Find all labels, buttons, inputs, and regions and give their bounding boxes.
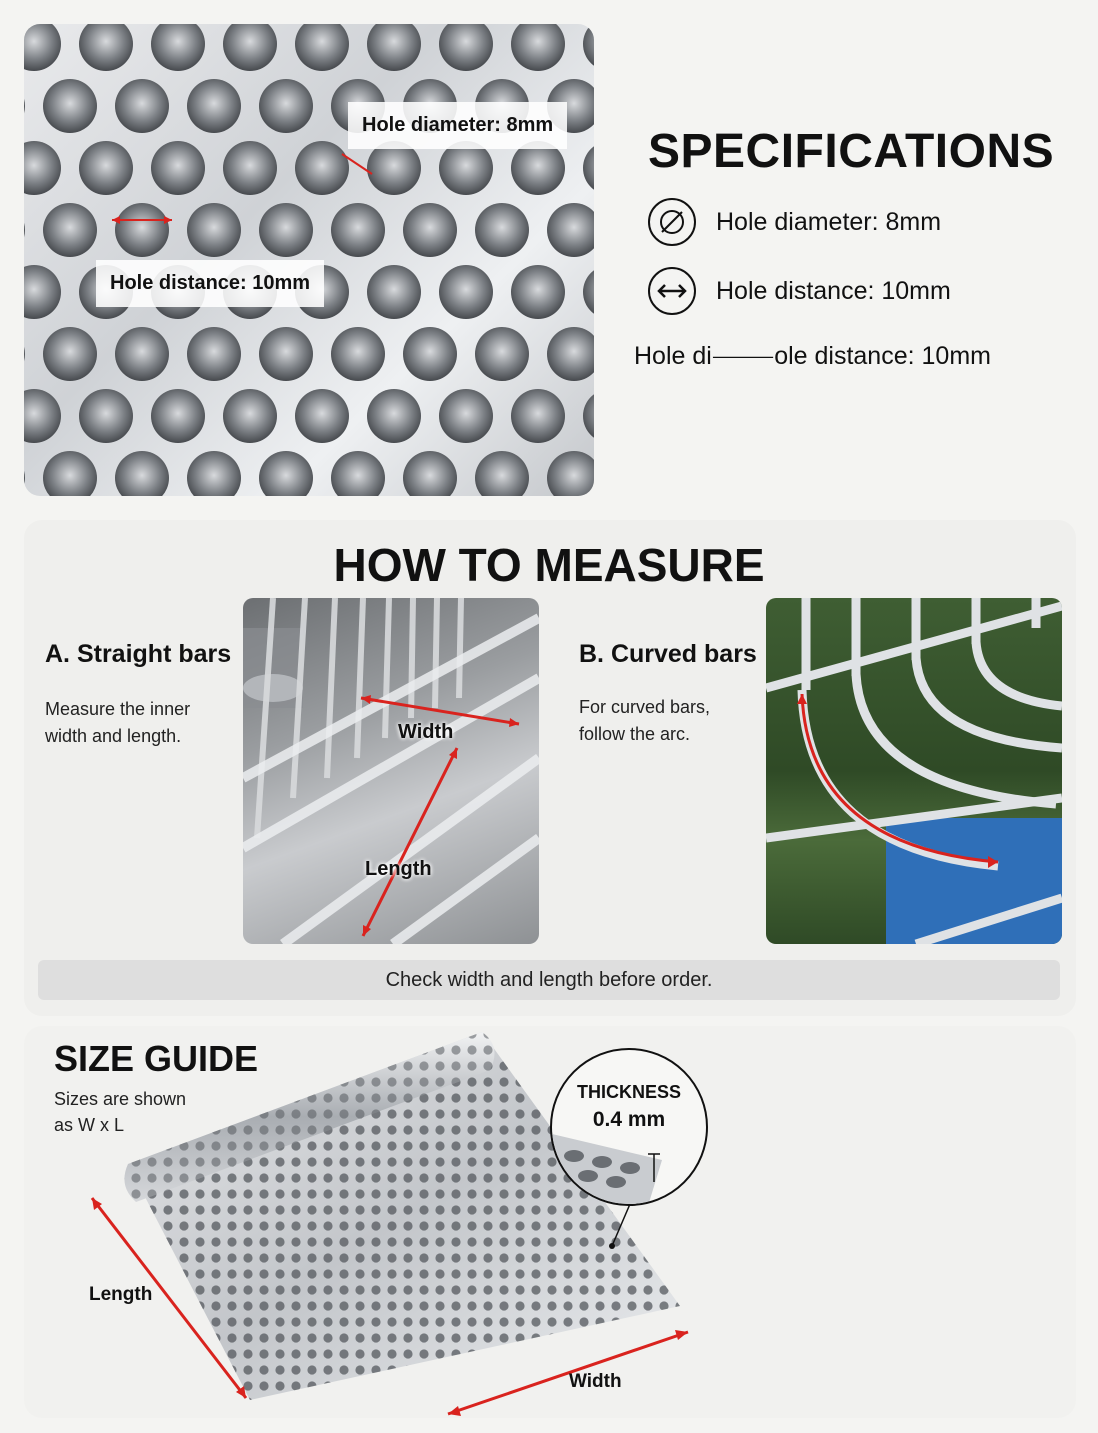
perforation-hole xyxy=(24,389,61,443)
thickness-value: 0.4 mm xyxy=(592,1108,666,1131)
perforation-hole xyxy=(367,265,421,319)
perforation-hole xyxy=(24,327,25,381)
perforation-hole xyxy=(295,24,349,71)
curved-bars-photo xyxy=(766,598,1062,944)
perforation-hole xyxy=(583,389,594,443)
perforation-hole xyxy=(24,203,25,257)
perforation-hole xyxy=(259,79,313,133)
spec-distance-text: Hole distance: 10mm xyxy=(716,276,951,305)
perforation-hole xyxy=(43,79,97,133)
perforation-hole xyxy=(151,389,205,443)
photo-label-hole-diameter: Hole diameter: 8mm xyxy=(348,102,567,149)
perforation-hole xyxy=(367,141,421,195)
perforated-sheet-closeup-image xyxy=(24,24,594,496)
perforation-hole xyxy=(403,327,457,381)
perforation-hole xyxy=(511,265,565,319)
size-guide-subtitle-1: Sizes are shown xyxy=(54,1089,187,1109)
curved-bars-graphic xyxy=(766,598,1062,944)
perforation-hole xyxy=(367,389,421,443)
perforation-hole xyxy=(331,327,385,381)
perforation-hole xyxy=(475,451,529,496)
perforation-hole xyxy=(79,141,133,195)
perforation-hole xyxy=(79,389,133,443)
size-length-label: Length xyxy=(89,1284,153,1305)
spec-overlap-text: Hole di⸻ole distance: 10mm xyxy=(634,342,991,370)
straight-bars-text-2: width and length. xyxy=(45,726,182,746)
perforation-hole xyxy=(24,265,61,319)
perforation-hole xyxy=(259,327,313,381)
perforation-hole xyxy=(24,141,61,195)
straight-bars-title: A. Straight bars xyxy=(45,640,232,668)
perforation-hole xyxy=(511,389,565,443)
straight-width-label: Width xyxy=(398,721,454,743)
how-to-measure-title: HOW TO MEASURE xyxy=(333,539,765,591)
perforation-hole xyxy=(115,451,169,496)
perforation-hole xyxy=(547,327,594,381)
perforation-hole xyxy=(583,141,594,195)
perforation-hole xyxy=(115,79,169,133)
curved-bars-title: B. Curved bars xyxy=(579,640,757,668)
perforation-hole xyxy=(43,327,97,381)
double-arrow-icon xyxy=(648,267,696,315)
perforation-hole xyxy=(583,24,594,71)
spec-row-distance xyxy=(648,267,951,315)
straight-length-label: Length xyxy=(365,858,432,880)
photo-label-hole-distance: Hole distance: 10mm xyxy=(96,260,324,307)
perforation-hole xyxy=(115,203,169,257)
perforation-hole xyxy=(187,203,241,257)
perforation-hole xyxy=(151,24,205,71)
specifications-title: SPECIFICATIONS xyxy=(648,125,1055,178)
straight-bars-graphic xyxy=(243,598,539,944)
perforation-hole xyxy=(187,79,241,133)
perforation-hole xyxy=(295,141,349,195)
perforation-hole xyxy=(115,327,169,381)
perforation-hole xyxy=(259,451,313,496)
perforation-hole xyxy=(439,141,493,195)
perforation-hole xyxy=(331,451,385,496)
thickness-label: THICKNESS xyxy=(576,1082,681,1102)
perforation-hole xyxy=(331,203,385,257)
size-guide-subtitle-2: as W x L xyxy=(54,1115,125,1135)
perforation-hole xyxy=(223,24,277,71)
diameter-icon xyxy=(648,198,696,246)
straight-bars-photo xyxy=(243,598,539,944)
perforation-hole xyxy=(187,327,241,381)
check-before-order-note: Check width and length before order. xyxy=(38,960,1060,1000)
perforation-hole xyxy=(547,451,594,496)
perforation-hole xyxy=(24,451,25,496)
size-width-label: Width xyxy=(569,1371,622,1392)
perforation-hole xyxy=(24,24,61,71)
perforation-hole xyxy=(403,451,457,496)
perforation-hole xyxy=(367,24,421,71)
perforation-hole xyxy=(223,389,277,443)
curved-bars-text-1: For curved bars, xyxy=(579,697,711,717)
perforation-hole xyxy=(439,389,493,443)
perforation-hole xyxy=(511,24,565,71)
perforation-hole xyxy=(511,141,565,195)
spec-row-diameter xyxy=(648,198,941,246)
perforation-hole xyxy=(151,141,205,195)
perforation-hole xyxy=(547,203,594,257)
spec-diameter-text: Hole diameter: 8mm xyxy=(716,207,942,236)
perforation-hole xyxy=(43,203,97,257)
perforation-hole xyxy=(259,203,313,257)
perforation-hole xyxy=(79,24,133,71)
perforation-hole xyxy=(439,24,493,71)
perforation-hole xyxy=(439,265,493,319)
perforation-hole xyxy=(223,141,277,195)
straight-bars-text-1: Measure the inner xyxy=(45,699,191,719)
perforation-hole xyxy=(43,451,97,496)
perforation-hole xyxy=(295,389,349,443)
curved-bars-text-2: follow the arc. xyxy=(579,724,691,744)
perforation-hole xyxy=(475,203,529,257)
perforation-hole xyxy=(187,451,241,496)
perforation-hole xyxy=(583,265,594,319)
perforation-hole xyxy=(475,327,529,381)
perforation-hole xyxy=(403,203,457,257)
size-guide-title: SIZE GUIDE xyxy=(54,1038,259,1079)
perforation-hole xyxy=(24,79,25,133)
